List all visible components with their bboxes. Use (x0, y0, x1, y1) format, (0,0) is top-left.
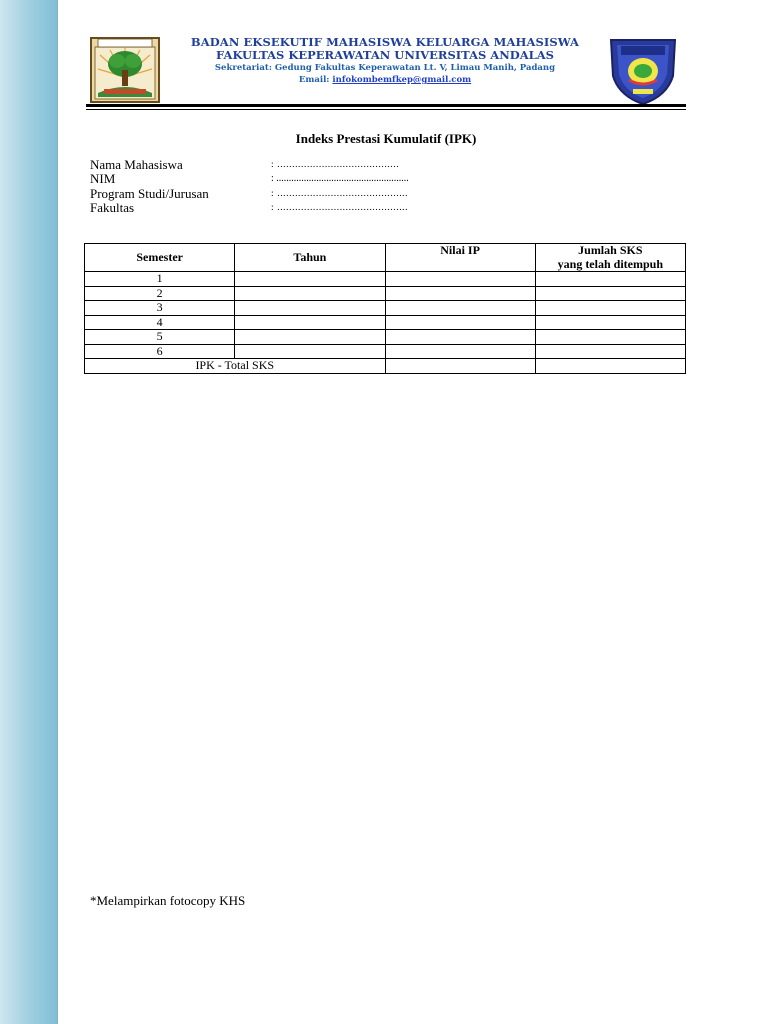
nilai-ip-cell[interactable] (385, 272, 535, 287)
side-decor-edge (57, 0, 58, 1024)
sks-cell[interactable] (535, 272, 685, 287)
secretariat-address: Sekretariat: Gedung Fakultas Keperawatan Lt. V, Limau Manih, Padang (214, 63, 556, 73)
table-row (85, 286, 686, 301)
email-line (170, 74, 600, 86)
sks-cell[interactable] (535, 330, 685, 345)
field-label: NIM (90, 171, 116, 187)
sks-cell[interactable] (535, 301, 685, 316)
student-info-fields (90, 158, 650, 215)
semester-cell: 4 (85, 315, 235, 330)
table-row (85, 330, 686, 345)
header-sks-line2: yang telah ditempuh (557, 256, 663, 271)
field-value[interactable]: : ......................................... (271, 160, 400, 170)
nilai-ip-cell[interactable] (385, 344, 535, 359)
tahun-cell[interactable] (235, 315, 385, 330)
semester-cell: 6 (85, 344, 235, 359)
header-semester: Semester (85, 244, 235, 272)
table-row (85, 315, 686, 330)
field-value[interactable]: : ............................................ (271, 202, 409, 213)
sks-cell[interactable] (535, 315, 685, 330)
tahun-cell[interactable] (235, 344, 385, 359)
sks-total-cell[interactable] (535, 359, 685, 374)
bem-km-logo (607, 36, 679, 106)
header-nilai-ip: Nilai IP (385, 244, 535, 272)
field-value[interactable]: : ............................................ (271, 188, 409, 199)
field-fakultas (90, 201, 650, 215)
email-label: Email: (298, 75, 330, 85)
organization-name: BADAN EKSEKUTIF MAHASISWA KELUARGA MAHASISWA (190, 35, 580, 49)
semester-cell: 3 (85, 301, 235, 316)
semester-cell: 5 (85, 330, 235, 345)
tahun-cell[interactable] (235, 301, 385, 316)
faculty-name: FAKULTAS KEPERAWATAN UNIVERSITAS ANDALAS (216, 48, 554, 62)
header-sks-line1: Jumlah SKS (578, 243, 643, 257)
field-value[interactable]: : ..................................................... (271, 173, 409, 185)
side-decor-strip (0, 0, 58, 1024)
tahun-cell[interactable] (235, 330, 385, 345)
semester-cell: 1 (85, 272, 235, 287)
nilai-ip-cell[interactable] (385, 315, 535, 330)
table-row (85, 272, 686, 287)
header-rule-thick (86, 104, 686, 107)
nilai-ip-cell[interactable] (385, 330, 535, 345)
tahun-cell[interactable] (235, 272, 385, 287)
ipk-table (84, 243, 686, 374)
total-label: IPK - Total SKS (85, 359, 386, 374)
field-label: Nama Mahasiswa (90, 157, 183, 172)
tahun-cell[interactable] (235, 286, 385, 301)
field-label: Program Studi/Jurusan (90, 185, 209, 201)
field-nama (90, 158, 650, 172)
universitas-andalas-logo (90, 37, 160, 103)
sks-cell[interactable] (535, 344, 685, 359)
letterhead (170, 36, 600, 86)
nilai-ip-cell[interactable] (385, 286, 535, 301)
table-header-row (85, 244, 686, 272)
attachment-note: *Melampirkan fotocopy KHS (90, 893, 246, 908)
nilai-ip-cell[interactable] (385, 301, 535, 316)
field-label: Fakultas (90, 199, 135, 215)
header-rule-thin (86, 109, 686, 110)
email-link[interactable]: infokombemfkep@gmail.com (332, 75, 472, 85)
table-row (85, 344, 686, 359)
header-jumlah-sks (535, 244, 685, 272)
field-nim (90, 172, 650, 186)
table-total-row (85, 359, 686, 374)
header-tahun: Tahun (235, 244, 385, 272)
table-row (85, 301, 686, 316)
semester-cell: 2 (85, 286, 235, 301)
document-title: Indeks Prestasi Kumulatif (IPK) (295, 131, 477, 146)
field-program-studi (90, 187, 650, 201)
sks-cell[interactable] (535, 286, 685, 301)
ipk-total-cell[interactable] (385, 359, 535, 374)
